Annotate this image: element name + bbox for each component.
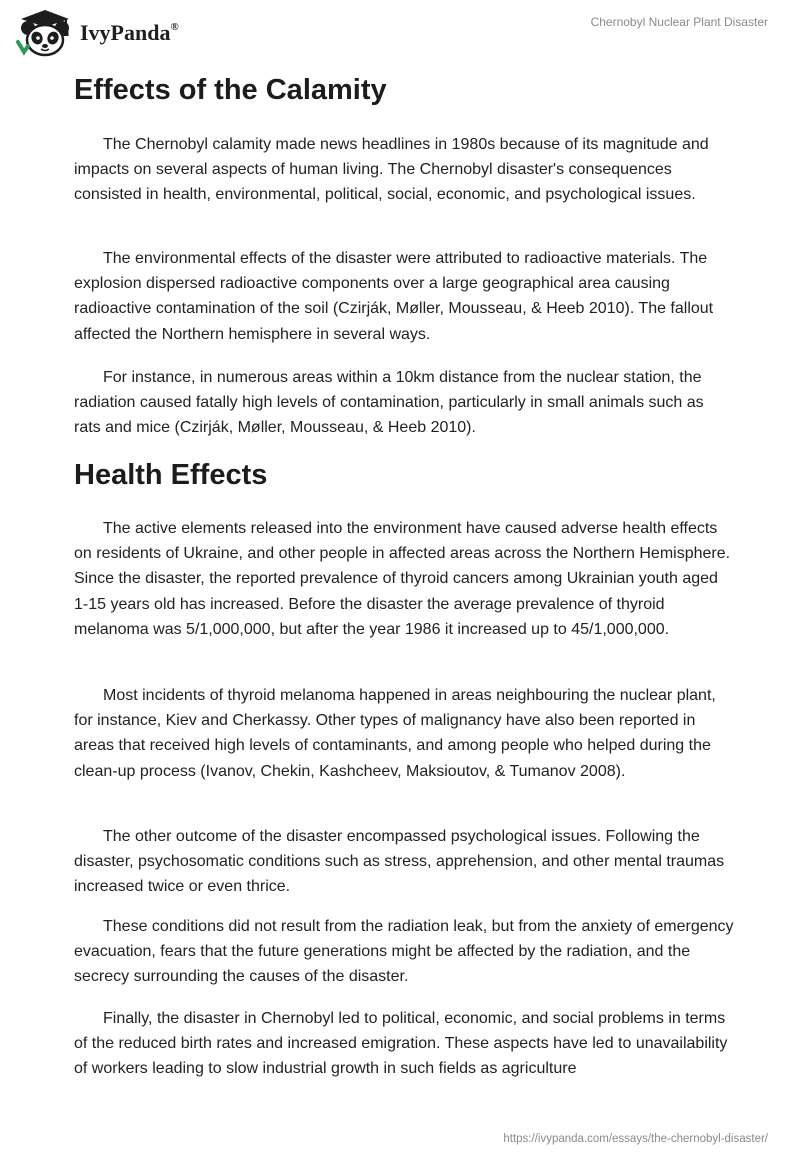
paragraph: The environmental effects of the disaster were attributed to radioactive materials. The explosion dispersed radioactive components over a large geographical area causing radioactive contamination of the soil (Czirják, Møller, Mousseau, & Heeb 2010). The fallout affected the Northern hemisphere in several ways. bbox=[74, 250, 714, 343]
paragraph: For instance, in numerous areas within a 10km distance from the nuclear station, the radiation caused fatally high levels of contamination, particularly in small animals such as rats and mice (Czirják, Møller, Mousseau, & Heeb 2010). bbox=[74, 369, 704, 437]
document-title: Chernobyl Nuclear Plant Disaster bbox=[590, 15, 768, 29]
paragraph: The active elements released into the environment have caused adverse health effects on residents of Ukraine, and other people in affected areas across the Northern Hemisphere. Since the disaster, the reported prevalence of thyroid cancers among Ukrainian youth aged 1-15 years old has increased. Before the disaster the average prevalence of thyroid melanoma was 5/1,000,000, but after the year 1986 it increased up to 45/1,000,000. bbox=[74, 520, 731, 638]
paragraph: The Chernobyl calamity made news headlines in 1980s because of its magnitude and impacts on several aspects of human living. The Chernobyl disaster's consequences consisted in health, environmental, political, social, economic, and psychological issues. bbox=[74, 136, 709, 204]
paragraph: The other outcome of the disaster encompassed psychological issues. Following the disaster, psychosomatic conditions such as stress, apprehension, and other mental traumas increased twice or even thrice. bbox=[74, 828, 725, 896]
paragraph: Most incidents of thyroid melanoma happened in areas neighbouring the nuclear plant, for instance, Kiev and Cherkassy. Other types of malignancy have also been reported in areas that received high levels of contaminants, and among people who helped during the clean-up process (Ivanov, Chekin, Kashcheev, Maksioutov, & Tumanov 2008). bbox=[74, 687, 716, 780]
brand-name[interactable] bbox=[80, 20, 179, 46]
section-heading-health: Health Effects bbox=[74, 459, 268, 491]
footer-url-link[interactable]: https://ivypanda.com/essays/the-chernobyl-disaster/ bbox=[503, 1133, 768, 1145]
page-header bbox=[0, 0, 800, 62]
panda-logo-icon[interactable] bbox=[14, 8, 76, 58]
paragraph: These conditions did not result from the radiation leak, but from the anxiety of emergency evacuation, fears that the future generations might be affected by the radiation, and the secrecy surrounding the causes of the disaster. bbox=[74, 918, 734, 986]
paragraph: Finally, the disaster in Chernobyl led to political, economic, and social problems in terms of the reduced birth rates and increased emigration. These aspects have led to unavailability of workers leading to slow industrial growth in such fields as agriculture bbox=[74, 1010, 728, 1078]
section-heading-effects: Effects of the Calamity bbox=[74, 74, 387, 106]
brand-text: IvyPanda bbox=[80, 20, 171, 45]
registered-mark: ® bbox=[170, 20, 179, 33]
